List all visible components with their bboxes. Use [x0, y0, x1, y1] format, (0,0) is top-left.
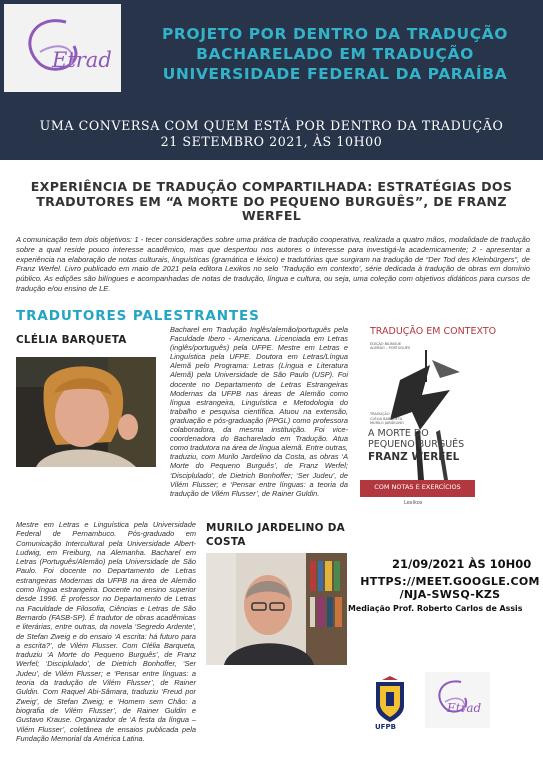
book-translator: MURILO JARDELINO: [370, 421, 404, 425]
book-translator: CLÉLIA BARQUETA: [370, 416, 403, 421]
event-subtitle-line: 21 SETEMBRO 2021, ÀS 10H00: [160, 134, 383, 149]
book-edition-line: ALEMÃO – PORTUGUÊS: [370, 346, 411, 350]
project-title-line: BACHARELADO EM TRADUÇÃO: [196, 45, 474, 63]
book-title-line: PEQUENO BURGUÊS: [368, 439, 465, 450]
project-title: [130, 24, 540, 84]
event-subtitle-line: UMA CONVERSA COM QUEM ESTÁ POR DENTRO DA TRADUÇÃO: [39, 118, 504, 133]
project-title-line: UNIVERSIDADE FEDERAL DA PARAÍBA: [162, 65, 508, 83]
etrad-swirl-icon: [425, 672, 490, 728]
book-translators: [370, 412, 404, 426]
book-author: FRANZ WERFEL: [368, 451, 460, 463]
meeting-link-line[interactable]: HTTPS://MEET.GOOGLE.COM: [360, 575, 540, 588]
speaker1-bio: Bacharel em Tradução Inglês/alemão/português pela Faculdade Ibero - Americana. Licenciada em Letras (inglês/português) pela UFPE. Mestre em Letras e Linguística pela UFPE. Doutora em Letras/Língua Alemã pelo Programa: Letras (Língua e Literatura Alemã) pela Universidade de São Paulo (USP). Foi docente no Departamento de Letras Estrangeiras Modernas da UFPB nas áreas de Alemão como língua estrangeira, Linguística e Metodologia do trabalho e pesquisa científica. Atuou na extensão, graduação e pós-graduação (PPGL) como professora colaboradora, da mesma instituição. Foi vice-coordenadora do Bacharelado em Tradução. Atua como tradutora na área de língua alemã. Entre outras, traduziu, com Murilo Jardelino da Costa, as obras ‘A Morte do Pequeno Burguês’, de Franz Werfel; ‘Disciplulado’, de Dietrich Bonhoffer; ‘Ser Judeu’, de Vilém Flusser; e ‘Pensar entre línguas: a teoria da tradução de Vilém Flusser’, de Rainer Guldin.: [170, 325, 348, 498]
etrad-logo-footer: [425, 672, 490, 728]
book-series-title: TRADUÇÃO EM CONTEXTO: [370, 326, 497, 337]
speaker1-portrait-image: [16, 357, 156, 467]
speaker2-portrait-image: [206, 553, 347, 665]
etrad-logo-text: Etrad: [52, 48, 112, 72]
meeting-link[interactable]: [360, 575, 540, 601]
moderator: Mediação Prof. Roberto Carlos de Assis: [348, 604, 523, 613]
book-band-text: COM NOTAS E EXERCÍCIOS: [374, 483, 461, 491]
speaker2-photo: [206, 553, 347, 665]
speaker1-name: CLÉLIA BARQUETA: [16, 334, 127, 346]
ufpb-label: UFPB: [375, 723, 396, 731]
book-title-line: A MORTE DO: [368, 428, 429, 439]
header-banner: [0, 0, 543, 160]
meeting-link-line[interactable]: /NJA-SWSQ-KZS: [399, 588, 501, 601]
speakers-heading: TRADUTORES PALESTRANTES: [16, 308, 260, 324]
book-title: [368, 428, 464, 450]
book-edition-line: EDIÇÃO BILÍNGUE: [370, 342, 402, 346]
book-cover: [360, 320, 497, 510]
talk-title: EXPERIÊNCIA DE TRADUÇÃO COMPARTILHADA: ESTRATÉGIAS DOS TRADUTORES EM “A MORTE DO PEQUENO BURGUÊS”, DE FRANZ WERFEL: [30, 179, 513, 223]
book-publisher: Lexikos: [404, 500, 423, 506]
speaker1-photo: [16, 357, 156, 467]
book-translators-label: TRADUÇÃO: [370, 412, 390, 416]
etrad-logo-text: Etrad: [447, 701, 482, 715]
etrad-logo: [4, 4, 121, 92]
event-datetime: 21/09/2021 ÀS 10H00: [392, 557, 532, 571]
event-subtitle: [0, 118, 543, 150]
talk-abstract: A comunicação tem dois objetivos: 1 - tecer considerações sobre uma prática de tradução cooperativa, realizada a quatro mãos, modalidade de tradução sobre a qual reside pouco interesse acadêmico, mas que despertou nos autores o interesse para investigá-la academicamente; 2 - apresentar a experiência na elaboração de notas culturais, linguísticas (gramática e léxico) e tradutórias que surgiram na tradução de “Der Tod des Kleinbürgers”, de Franz Werfel. Livro publicado em maio de 2021 pela editora Lexikos no selo ‘Tradução em contexto’, série dedicada à tradução de obras em domínio público. As edições são bilíngues e acompanhadas de notas de tradução, língua e cultura, ou seja, uma coleção com objetivos didáticos para cursos de tradução e/ou ensino de LE.: [16, 235, 530, 293]
project-title-line: PROJETO POR DENTRO DA TRADUÇÃO: [161, 25, 509, 43]
speaker2-bio: Mestre em Letras e Linguística pela Universidade Federal de Pernambuco. Pós-graduado em Comunicação Intercultural pela Universidade Albert-Ludwig, em Freiburg, na Alemanha. Bacharel em Letras (Português/Alemão) pela Universidade de São Paulo. Foi docente no Departamento de Letras estrangeiras Modernas da UFPB na área de Alemão como língua estrangeira. Docente no ensino superior desde 1996. É professor no Departamento de Letras na Faculdade de Filosofia, Ciências e Letras de São Bernardo (FASB-SP). É tradutor de obras acadêmicas e literárias, entre outras, da novela ‘Segredo Ardente’, de Stefan Zweig e do ensaio ‘A escrita: há futuro para a escrita?’, de Vilém Flusser. Com Clélia Barqueta, traduziu ‘A Morte do Pequeno Burguês’, de Franz Werfel; ‘Disciplulado’, de Dietrich Bonhoffer, ‘Ser Judeu’, de Vilém Flusser; e ‘Pensar entre línguas: a teoria da tradução de Vilém Flusser’, de Rainer Guldin. Com Raquel Abi-Sâmara, traduziu ‘Freud por Zweig’, de Stefan Zweig; e ‘Homem sem Chão: a biografia de Vilém Flusser’, de Rainer Guldin e Gustavo Krause. Organizador de ‘A festa da língua – Vilém Flusser’, coletânea de ensaios publicada pela Fundação Memorial da América Latina.: [16, 520, 196, 743]
speaker2-name: MURILO JARDELINO DA COSTA: [206, 522, 345, 548]
